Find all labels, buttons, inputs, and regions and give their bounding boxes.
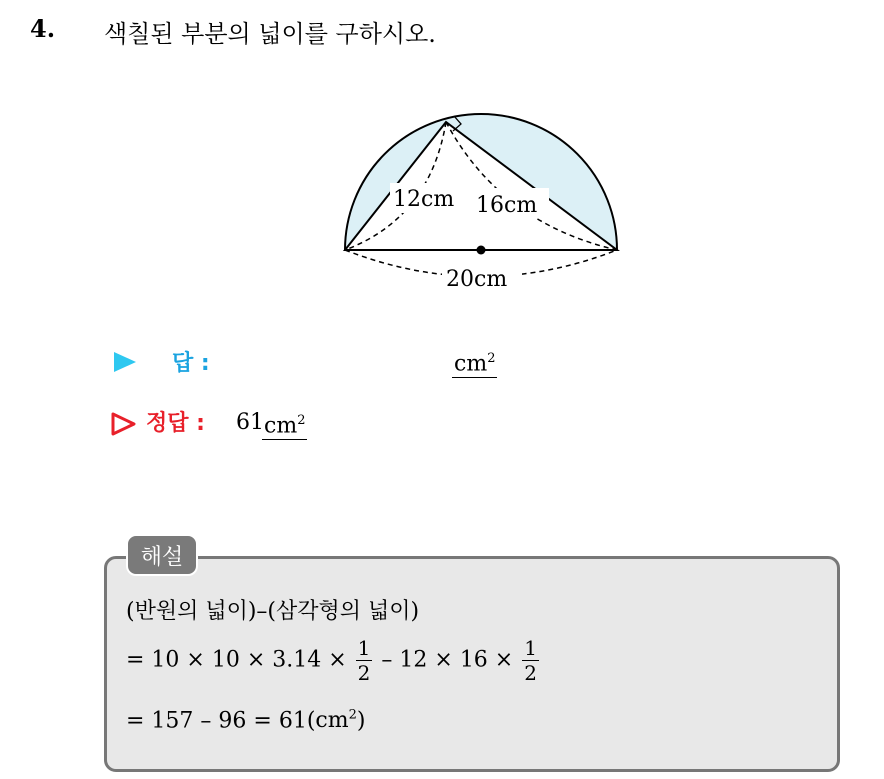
- label-12cm: 12cm: [393, 187, 455, 212]
- question-number: 4.: [30, 14, 56, 43]
- line3-unit-exp: 2: [348, 708, 357, 723]
- fraction-one-half-b: [522, 636, 539, 685]
- fraction-one-half-a: [356, 636, 373, 685]
- answer-unit-text: cm: [454, 351, 488, 377]
- answer-label: 답 :: [172, 351, 210, 376]
- question-text: 색칠된 부분의 넓이를 구하시오.: [104, 20, 436, 48]
- label-20cm: 20cm: [446, 267, 508, 292]
- center-point: [477, 246, 486, 255]
- filled-arrow-icon: [112, 350, 138, 374]
- correct-unit-text: cm: [264, 413, 298, 439]
- answer-unit[interactable]: [452, 346, 497, 378]
- frac-b-numerator: 1: [524, 636, 537, 660]
- line2-part-a: = 10 × 10 × 3.14 ×: [126, 647, 347, 673]
- correct-label: 정답 :: [146, 411, 205, 436]
- label-16cm: 16cm: [476, 193, 538, 218]
- line2-part-b: – 12 × 16 ×: [381, 647, 514, 673]
- answer-unit-exp: 2: [487, 351, 496, 366]
- explanation-line-3: [126, 708, 365, 733]
- correct-unit: [262, 408, 307, 440]
- frac-a-denominator: 2: [357, 661, 371, 685]
- explanation-tag: 해설: [126, 534, 198, 576]
- explanation-line-1: (반원의 넓이)–(삼각형의 넓이): [126, 599, 420, 624]
- explanation-line-2: [126, 636, 541, 685]
- outline-arrow-icon: [110, 411, 138, 437]
- frac-a-numerator: 1: [357, 636, 371, 660]
- line3-part-a: = 157 – 96 = 61(: [126, 708, 316, 734]
- correct-value: 61: [236, 410, 264, 435]
- semicircle-figure: [330, 108, 630, 308]
- frac-b-denominator: 2: [524, 661, 537, 685]
- line3-close: ): [356, 708, 366, 734]
- line3-unit: [315, 708, 356, 733]
- correct-unit-exp: 2: [297, 413, 306, 428]
- line3-unit-text: cm: [315, 708, 349, 734]
